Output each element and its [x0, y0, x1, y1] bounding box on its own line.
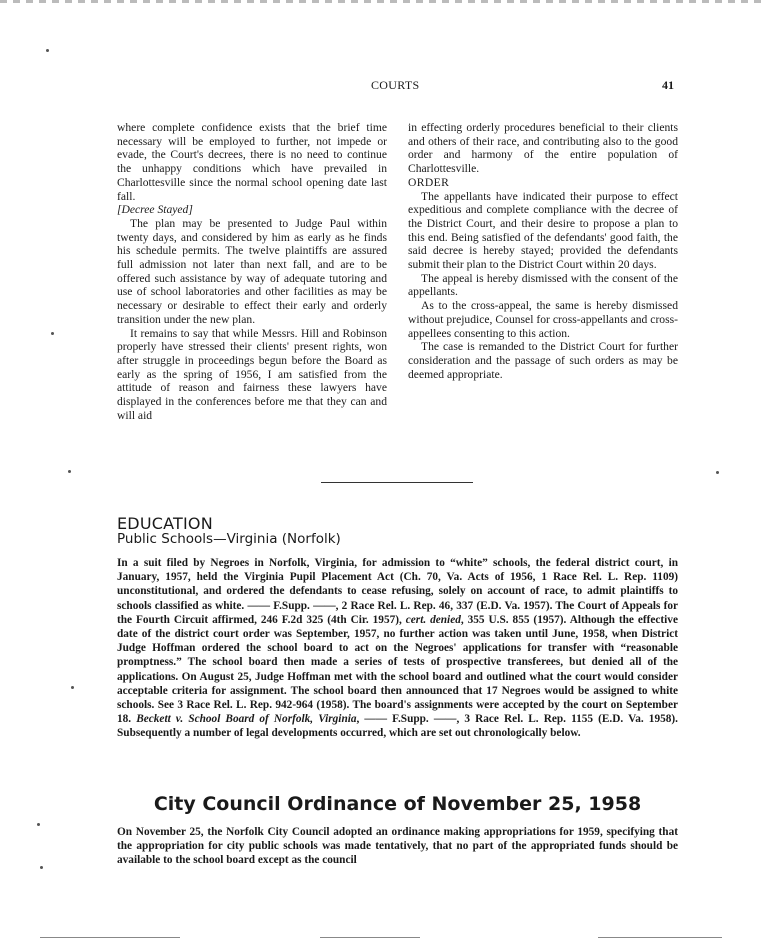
margin-speck	[51, 332, 54, 335]
right-paragraph-1: in effecting orderly procedures beneficial to their clients and others of their race, and contributing also to the good order and harmony of the entire population of Charlottesville.	[408, 121, 678, 176]
order-heading: ORDER	[408, 175, 450, 189]
case-summary-part-c: , —— F.Supp. ——, 3 Race Rel. L. Rep. 1155 (E.D. Va. 1958). Subsequently a number of legal developments occurred, which are set out chronologically below.	[117, 713, 678, 740]
subsection-text: On November 25, the Norfolk City Council adopted an ordinance making appropriations for 1959, specifying that the appropriation for city public schools was made tentatively, that no part of the appropriated funds should be available to the school board except as the council	[117, 826, 678, 867]
margin-speck	[40, 866, 43, 869]
left-paragraph-2: The plan may be presented to Judge Paul within twenty days, and considered by him as early as he finds his schedule permits. The twelve plaintiffs are assured full admission not later than next fall, and are to be offered such assistance by way of adequate tutoring and use of school laboratories and other facilities as may be necessary or desirable to effect their early and orderly transition under the new plan.	[117, 216, 387, 326]
bottom-edge-line	[40, 937, 180, 938]
left-column	[117, 121, 387, 422]
case-summary	[117, 556, 678, 741]
running-head: COURTS	[371, 78, 420, 92]
right-paragraph-2: The appellants have indicated their purpose to effect expeditious and complete compliance with the decree of the District Court, and their desire to propose a plan to this end. Being satisfied of the defendants' good faith, the said decree is hereby stayed; provided the defendants submit their plan to the District Court within 20 days.	[408, 189, 678, 272]
page-number: 41	[662, 78, 674, 92]
bottom-edge-line	[598, 937, 722, 938]
right-column	[408, 121, 678, 381]
case-summary-part-a: In a suit filed by Negroes in Norfolk, Virginia, for admission to “white” schools, the federal district court, in January, 1957, held the Virginia Pupil Placement Act (Ch. 70, Va. Acts of 1956, 1 Race Rel. L. Rep. 1109) unconstitutional, and ordered the defendants to cease refusing, solely on account of race, to admit plaintiffs to schools classified as white. —— F.Supp. ——, 2 Race Rel. L. Rep. 46, 337 (E.D. Va. 1957). The Court of Appeals for the Fourth Circuit affirmed, 246 F.2d 325 (4th Cir. 1957),	[117, 557, 678, 626]
left-paragraph-3: It remains to say that while Messrs. Hill and Robinson properly have stressed their clients' present rights, won after struggle in proceedings begun before the Board as early as the spring of 1956, I am satisfied from the attitude of reason and fairness these lawyers have displayed in the conferences before me that they can and will aid	[117, 326, 387, 422]
section-divider	[321, 482, 473, 483]
section-subtitle: Public Schools—Virginia (Norfolk)	[117, 531, 341, 547]
case-summary-part-b: , 355 U.S. 855 (1957). Although the effective date of the district court order was September, 1957, no further action was taken until June, 1958, when District Judge Hoffman ordered the school board to act on the Negroes' applications for transfer with “reasonable promptness.” The school board then made a series of tests of prospective transferees, but denied all of the applications. On August 25, Judge Hoffman met with the school board and outlined what the court would consider acceptable criteria for assignment. The school board then announced that 17 Negroes would be assigned to white schools. See 3 Race Rel. L. Rep. 942-964 (1958). The board's assignments were accepted by the court on September 18.	[117, 613, 678, 726]
top-edge-dashes	[0, 0, 763, 3]
left-paragraph-1: where complete confidence exists that the brief time necessary will be employed to further, not impede or evade, the Court's decrees, there is no need to continue the unhappy conditions which have prevailed in Charlottesville since the normal school opening date last fall.	[117, 121, 387, 203]
case-name: Beckett v. School Board of Norfolk, Virginia	[136, 713, 357, 726]
margin-speck	[716, 471, 719, 474]
margin-speck	[68, 470, 71, 473]
decree-stayed-subhead: [Decree Stayed]	[117, 203, 193, 217]
margin-speck	[46, 49, 49, 52]
right-paragraph-4: As to the cross-appeal, the same is hereby dismissed without prejudice, Counsel for cross-appellants and cross-appellees consenting to this action.	[408, 299, 678, 340]
subsection-heading: City Council Ordinance of November 25, 1958	[153, 793, 642, 815]
cert-denied: cert. denied	[405, 613, 461, 626]
section-title: EDUCATION	[117, 514, 213, 533]
right-paragraph-3: The appeal is hereby dismissed with the consent of the appellants.	[408, 271, 678, 299]
bottom-edge-line	[320, 937, 420, 938]
margin-speck	[71, 686, 74, 689]
margin-speck	[37, 823, 40, 826]
right-paragraph-5: The case is remanded to the District Court for further consideration and the passage of such orders as may be deemed appropriate.	[408, 340, 678, 381]
